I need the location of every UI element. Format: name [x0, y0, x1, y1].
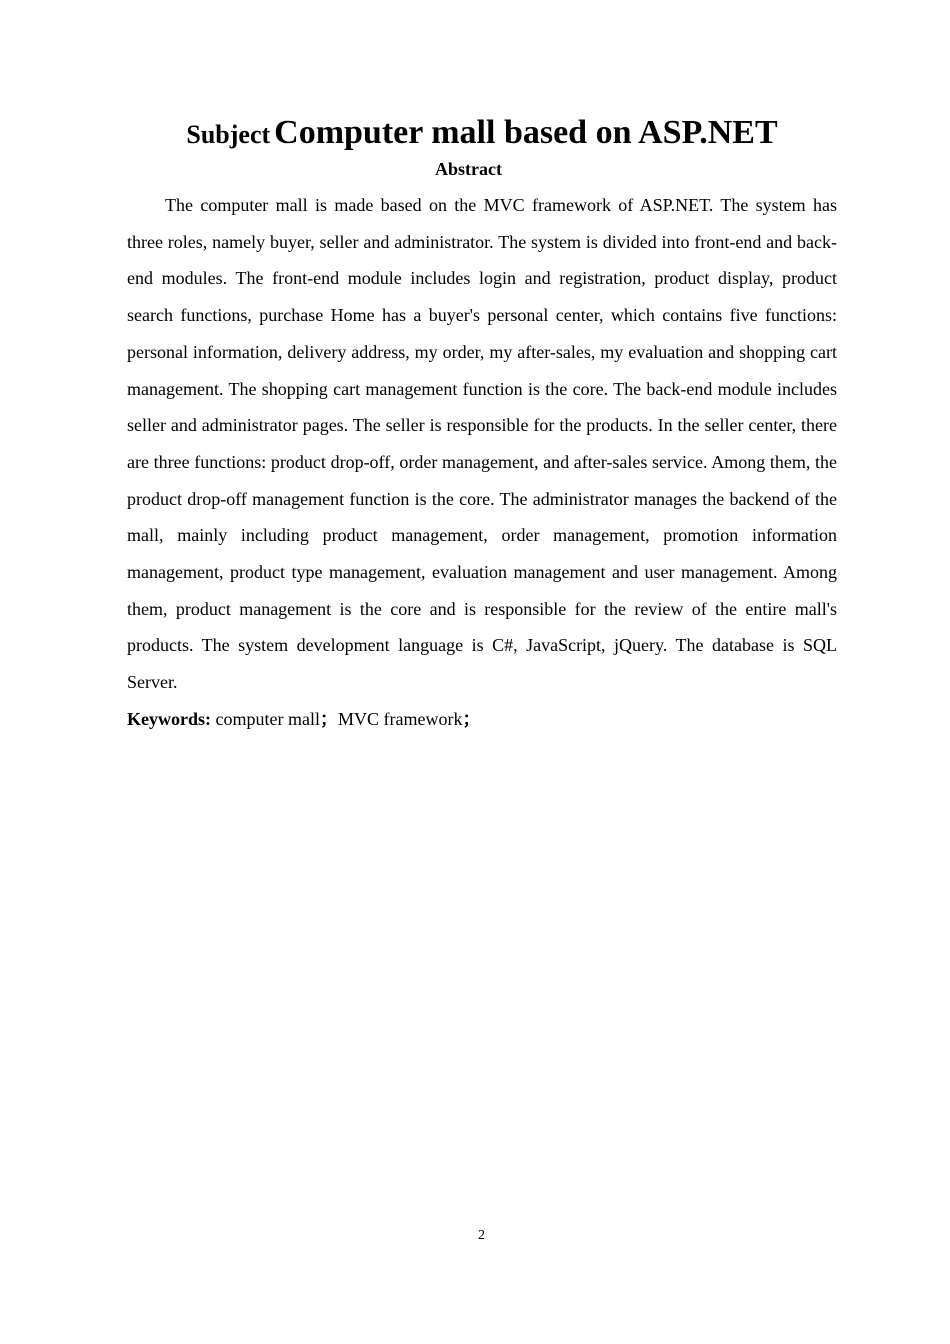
keywords-label: Keywords: — [127, 709, 211, 729]
keyword-item: computer mall — [215, 709, 320, 729]
keyword-separator: ； — [462, 709, 481, 729]
document-title — [127, 110, 837, 162]
title-text: Computer mall based on ASP.NET — [274, 114, 778, 151]
page-number: 2 — [478, 1228, 485, 1243]
keywords-line — [127, 701, 837, 737]
title-label: Subject — [186, 120, 271, 149]
keyword-item: MVC framework — [337, 709, 463, 729]
keyword-separator: ； — [319, 709, 338, 729]
abstract-body: The computer mall is made based on the MVC framework of ASP.NET. The system has three roles, namely buyer, seller and administrator. The system is divided into front-end and back-end modules. The front-end module includes login and registration, product display, product search functions, purchase Home has a buyer's personal center, which contains five functions: personal information, delivery address, my order, my after-sales, my evaluation and shopping cart management. The shopping cart management function is the core. The back-end module includes seller and administrator pages. The seller is responsible for the products. In the seller center, there are three functions: product drop-off, order management, and after-sales service. Among them, the product drop-off management function is the core. The administrator manages the backend of the mall, mainly including product management, order management, promotion information management, product type management, evaluation management and user management. Among them, product management is the core and is responsible for the review of the entire mall's products. The system development language is C#, JavaScript, jQuery. The database is SQL Server. — [127, 195, 837, 693]
abstract-heading: Abstract — [435, 159, 502, 179]
